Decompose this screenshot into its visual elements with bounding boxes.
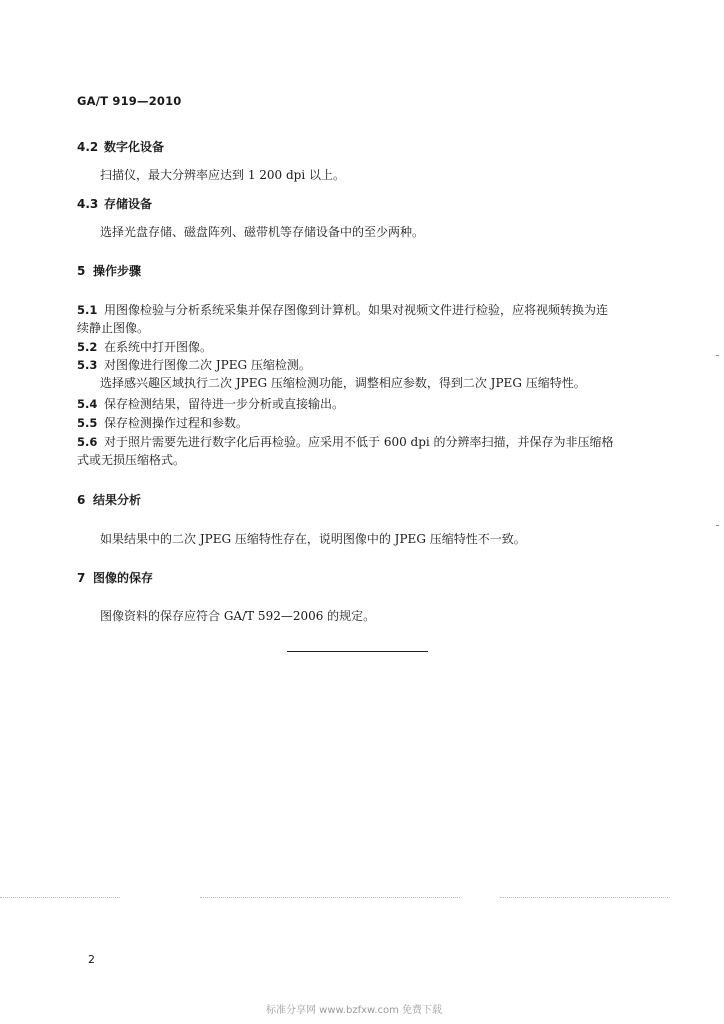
step-text: 对图像进行图像二次 JPEG 压缩检测。 — [104, 358, 311, 372]
section-number: 5 — [77, 264, 86, 278]
scan-artifact-line — [500, 897, 670, 898]
standard-code: GA/T 919—2010 — [77, 94, 182, 108]
section-4-2-body: 扫描仪，最大分辨率应达到 1 200 dpi 以上。 — [100, 168, 345, 182]
step-number: 5.1 — [77, 303, 98, 317]
end-of-standard-rule — [287, 651, 428, 652]
scan-artifact-line — [200, 897, 460, 898]
step-text: 保存检测操作过程和参数。 — [104, 416, 249, 430]
section-6-body: 如果结果中的二次 JPEG 压缩特性存在，说明图像中的 JPEG 压缩特性不一致。 — [100, 532, 526, 546]
step-text: 对于照片需要先进行数字化后再检验。应采用不低于 600 dpi 的分辨率扫描，并保存为非压缩格 — [104, 435, 614, 449]
step-5-1 — [77, 301, 637, 337]
step-number: 5.5 — [77, 416, 98, 430]
step-text-continued: 续静止图像。 — [77, 321, 150, 335]
scan-speck — [716, 355, 719, 356]
section-number: 7 — [77, 571, 86, 585]
step-number: 5.6 — [77, 435, 98, 449]
section-4-3-heading — [77, 195, 152, 212]
section-title: 结果分析 — [93, 493, 142, 507]
section-5-heading — [77, 262, 141, 279]
section-4-2-heading — [77, 138, 164, 155]
section-number: 4.2 — [77, 140, 99, 154]
section-number: 4.3 — [77, 197, 99, 211]
step-number: 5.3 — [77, 358, 98, 372]
step-text: 在系统中打开图像。 — [104, 340, 213, 354]
step-number: 5.4 — [77, 397, 98, 411]
section-title: 存储设备 — [104, 197, 153, 211]
site-watermark: 标准分享网 www.bzfxw.com 免费下载 — [266, 1005, 442, 1016]
section-7-body: 图像资料的保存应符合 GA/T 592—2006 的规定。 — [100, 609, 376, 623]
step-number: 5.2 — [77, 340, 98, 354]
step-5-5 — [77, 414, 637, 432]
step-5-3 — [77, 356, 637, 392]
step-5-2 — [77, 338, 637, 356]
scan-artifact-line — [0, 897, 120, 898]
section-title: 图像的保存 — [93, 571, 154, 585]
section-6-heading — [77, 491, 141, 508]
section-7-heading — [77, 569, 153, 586]
step-5-6 — [77, 433, 637, 469]
step-text-continued: 选择感兴趣区域执行二次 JPEG 压缩检测功能，调整相应参数，得到二次 JPEG 压缩特性。 — [100, 376, 586, 390]
section-title: 数字化设备 — [104, 140, 165, 154]
step-text: 用图像检验与分析系统采集并保存图像到计算机。如果对视频文件进行检验，应将视频转换为连 — [104, 303, 609, 317]
section-title: 操作步骤 — [93, 264, 142, 278]
section-4-3-body: 选择光盘存储、磁盘阵列、磁带机等存储设备中的至少两种。 — [100, 225, 425, 239]
step-text: 保存检测结果，留待进一步分析或直接输出。 — [104, 397, 345, 411]
step-5-4 — [77, 395, 637, 413]
section-number: 6 — [77, 493, 86, 507]
page-number: 2 — [88, 953, 95, 966]
scan-speck — [716, 525, 719, 526]
step-text-continued: 式或无损压缩格式。 — [77, 453, 186, 467]
